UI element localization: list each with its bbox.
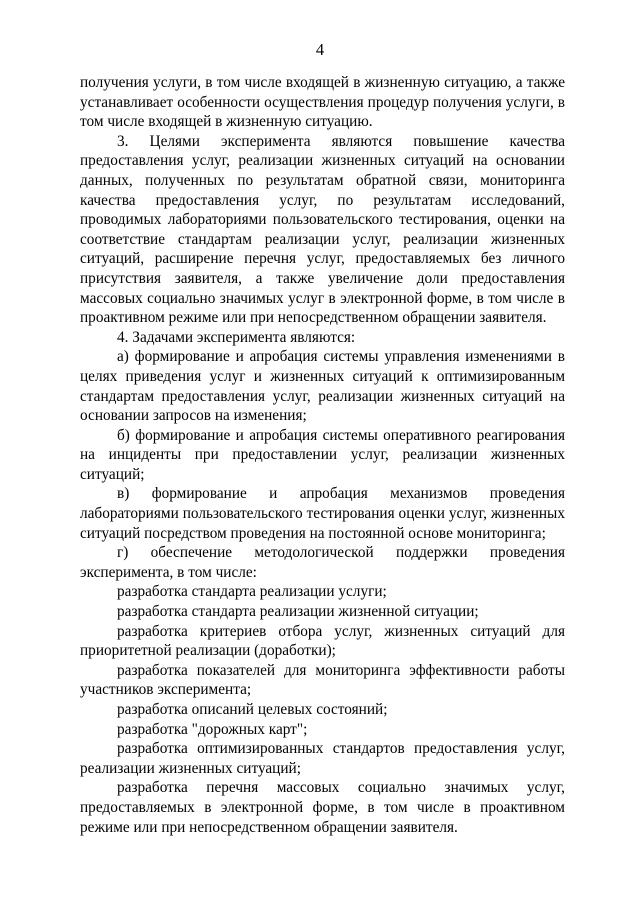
paragraph-subitem-roadmaps: разработка "дорожных карт"; <box>117 720 308 738</box>
paragraph-item-4-tasks: 4. Задачами эксперимента являются: <box>117 328 356 346</box>
page-number: 4 <box>315 40 325 59</box>
paragraph-subitem-standard-life-situation: разработка стандарта реализации жизненной ситуации; <box>117 603 479 621</box>
paragraph-item-4a: а) формирование и апробация системы управления изменениями в целях приведения услуг и жизненных ситуаций к оптимизированным стандартам предоставления услуг, реализации жизненных ситуаций на основании запросов на изменения; <box>80 348 565 425</box>
paragraph-item-3-goals: 3. Целями эксперимента являются повышение качества предоставления услуг, реализации жизненных ситуаций на основании данных, полученных по результатам обратной связи, мониторинга качества предоставления услуг, по результатам исследований, проводимых лабораториями пользовательского тестирования, оценки на соответствие стандартам реализации услуг, реализации жизненных ситуаций, расширение перечня услуг, предоставляемых без личного присутствия заявителя, а также увеличение доли предоставления массовых социально значимых услуг в электронной форме, в том числе в проактивном режиме или при непосредственном обращении заявителя. <box>80 132 565 327</box>
paragraph-subitem-selection-criteria: разработка критериев отбора услуг, жизненных ситуаций для приоритетной реализации (доработки); <box>80 622 565 660</box>
paragraph-subitem-standard-service: разработка стандарта реализации услуги; <box>117 583 387 601</box>
paragraph-item-4g: г) обеспечение методологической поддержки проведения эксперимента, в том числе: <box>80 544 565 581</box>
paragraph-subitem-target-states: разработка описаний целевых состояний; <box>117 701 388 718</box>
paragraph-item-4b: б) формирование и апробация системы оперативного реагирования на инциденты при предоставлении услуг, реализации жизненных ситуаций; <box>80 426 565 483</box>
paragraph-item-4v: в) формирование и апробация механизмов проведения лабораториями пользовательского тестирования оценки услуг, жизненных ситуаций посредством проведения на постоянной основе мониторинга; <box>80 485 565 542</box>
document-body <box>80 73 565 837</box>
paragraph-continuation: получения услуги, в том числе входящей в жизненную ситуацию, а также устанавливает особенности осуществления процедур получения услуги, в том числе входящей в жизненную ситуацию. <box>80 74 565 131</box>
paragraph-subitem-monitoring-indicators: разработка показателей для мониторинга эффективности работы участников эксперимента; <box>80 661 565 699</box>
paragraph-subitem-services-list: разработка перечня массовых социально значимых услуг, предоставляемых в электронной форме, в том числе в проактивном режиме или при непосредственном обращении заявителя. <box>80 779 565 836</box>
paragraph-subitem-optimized-standards: разработка оптимизированных стандартов предоставления услуг, реализации жизненных ситуаций; <box>80 740 565 777</box>
